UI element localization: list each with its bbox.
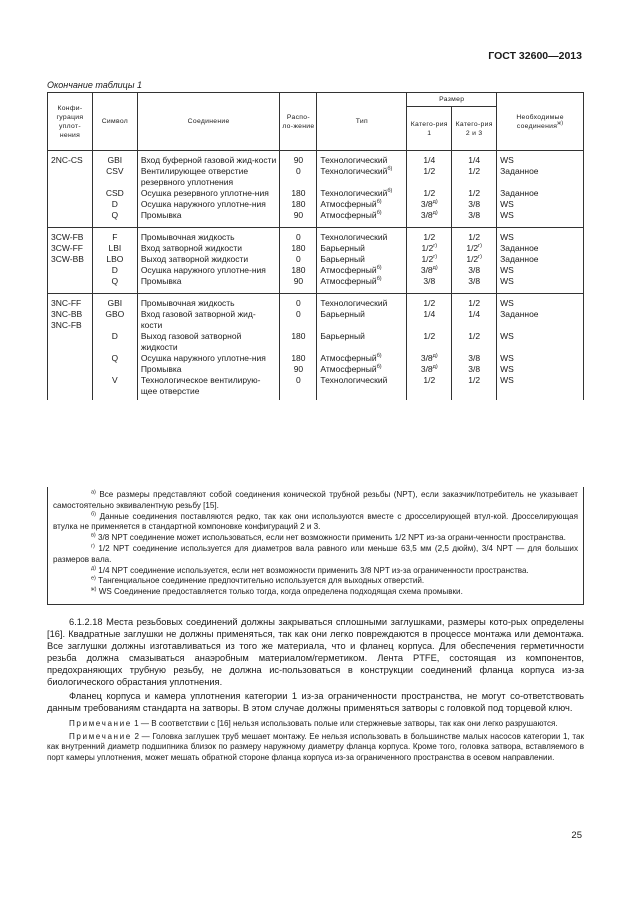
connection-cell: Выход газовой затворной жидкости — [137, 331, 280, 353]
required-cell: WS — [497, 228, 584, 244]
connection-cell: Осушка резервного уплотне-ния — [137, 188, 280, 199]
table-row — [48, 353, 584, 364]
cat23-cell: 3/8 — [452, 210, 497, 228]
cat1-cell: $1/2^{г)}$ — [407, 254, 452, 265]
cat23-cell: 1/2 — [452, 228, 497, 244]
type-cell: Технологический — [317, 228, 407, 244]
cat23-cell: 1/2 — [452, 188, 497, 199]
cat1-cell: 1/2 — [407, 188, 452, 199]
location-cell: 0 — [280, 309, 317, 331]
required-cell: Заданное — [497, 254, 584, 265]
connection-cell: Промывка — [137, 276, 280, 294]
cat23-cell: $1/2^{г)}$ — [452, 254, 497, 265]
cat1-cell: 1/2 — [407, 375, 452, 400]
symbol-cell: LBI — [92, 243, 137, 254]
footnote-e: $^{е)}$ Тангенциальное соединение предпочтительно используется для выходных отверстий. — [91, 575, 425, 586]
symbol-cell: D — [92, 199, 137, 210]
cat1-cell: 1/2 — [407, 166, 452, 188]
location-cell: 90 — [280, 210, 317, 228]
cat1-cell: $1/2^{г)}$ — [407, 243, 452, 254]
type-cell: Барьерный — [317, 254, 407, 265]
connection-cell: Промывочная жидкость — [137, 228, 280, 244]
cat1-cell: 1/2 — [407, 228, 452, 244]
symbol-cell: F — [92, 228, 137, 244]
cat1-cell: $3/8^{д)}$ — [407, 199, 452, 210]
location-cell: 0 — [280, 375, 317, 400]
header-symbol: Символ — [92, 93, 137, 151]
location-cell: 90 — [280, 364, 317, 375]
table-row — [48, 294, 584, 310]
connection-cell: Вход затворной жидкости — [137, 243, 280, 254]
cat23-cell: 1/2 — [452, 166, 497, 188]
connection-cell: Промывочная жидкость — [137, 294, 280, 310]
type-cell: Технологический$^{б)}$ — [317, 166, 407, 188]
type-cell: Атмосферный$^{б)}$ — [317, 199, 407, 210]
footnote-a: $^{а)}$ Все размеры представляют собой соединения конической трубной резьбы (NPT), если заказчик/потребитель не указывает самостоятельно эквивалентную резьбу [15]. — [53, 489, 579, 510]
table-row — [48, 276, 584, 294]
footnote-v: $^{в)}$ 3/8 NPT соединение может использоваться, если нет возможности применить 1/2 NPT из-за ограни-ченности пространства. — [91, 532, 566, 543]
location-cell: 180 — [280, 243, 317, 254]
location-cell: 90 — [280, 276, 317, 294]
table-row — [48, 254, 584, 265]
location-cell: 180 — [280, 265, 317, 276]
table-row — [48, 243, 584, 254]
table-row — [48, 199, 584, 210]
connections-table — [47, 92, 584, 400]
connection-cell: Осушка наружного уплотне-ния — [137, 265, 280, 276]
symbol-cell: LBO — [92, 254, 137, 265]
type-cell: Атмосферный$^{б)}$ — [317, 353, 407, 364]
location-cell: 180 — [280, 199, 317, 210]
location-cell: 0 — [280, 166, 317, 188]
cat23-cell: 1/2 — [452, 331, 497, 353]
connection-cell: Технологическое вентилирую-щее отверстие — [137, 375, 280, 400]
cat23-cell: 1/2 — [452, 375, 497, 400]
cat1-cell: $3/8^{д)}$ — [407, 353, 452, 364]
required-cell: WS — [497, 375, 584, 400]
symbol-cell: Q — [92, 276, 137, 294]
config-cell: 3NC-FF 3NC-BB 3NC-FB — [48, 294, 93, 401]
type-cell: Барьерный — [317, 309, 407, 331]
table-caption: Окончание таблицы 1 — [47, 80, 142, 90]
required-cell: WS — [497, 199, 584, 210]
header-category-2-3: Катего-рия 2 и 3 — [452, 107, 497, 151]
table-row — [48, 166, 584, 188]
symbol-cell: GBI — [92, 294, 137, 310]
required-cell: WS — [497, 294, 584, 310]
config-cell: 2NC-CS — [48, 151, 93, 228]
config-cell: 3CW-FB 3CW-FF 3CW-BB — [48, 228, 93, 294]
header-type: Тип — [317, 93, 407, 151]
type-cell: Барьерный — [317, 243, 407, 254]
note-2: Примечание 2 — Головка заглушек труб мешает монтажу. Ее нельзя использовать в большинстве малых насосов категории 1, так как внутренний диаметр подшипника близок по размеру наружному диаметру фланца корпуса. Кроме того, головка затвора, вставляемого в порт камеры уплотнения, может мешать обратной стороне фланца корпуса из-за ограниченного пространства в осевом направлении. — [47, 731, 585, 763]
symbol-cell: CSD — [92, 188, 137, 199]
header-category-1: Катего-рия 1 — [407, 107, 452, 151]
connection-cell: Вход газовой затворной жид-кости — [137, 309, 280, 331]
table-row — [48, 309, 584, 331]
table-row — [48, 265, 584, 276]
type-cell: Атмосферный$^{б)}$ — [317, 210, 407, 228]
symbol-cell: CSV — [92, 166, 137, 188]
type-cell: Технологический$^{б)}$ — [317, 188, 407, 199]
location-cell: 0 — [280, 254, 317, 265]
page-number: 25 — [571, 830, 582, 841]
symbol-cell — [92, 364, 137, 375]
header-config: Конфи-гурация уплот-нения — [48, 93, 93, 151]
location-cell: 180 — [280, 331, 317, 353]
required-cell: WS — [497, 331, 584, 353]
footnote-d: $^{д)}$ 1/4 NPT соединение используется, если нет возможности применить 3/8 NPT из-за ограниченности пространства. — [91, 564, 529, 575]
location-cell: 180 — [280, 188, 317, 199]
type-cell: Технологический — [317, 375, 407, 400]
header-size: Размер — [407, 93, 497, 107]
footnote-b: $^{б)}$ Данные соединения поставляются редко, так как они используются вместе с дросселирующей втул-кой. Дросселирующая втулка не применяется в стандартной компоновке конфигураций 2 и 3. — [53, 510, 579, 532]
header-connection: Соединение — [137, 93, 280, 151]
required-cell: WS — [497, 151, 584, 167]
table-row — [48, 228, 584, 244]
cat23-cell: 3/8 — [452, 265, 497, 276]
cat1-cell: 3/8 — [407, 276, 452, 294]
paragraph-flange: Фланец корпуса и камера уплотнения категории 1 из-за ограниченности пространства, не могут со-ответствовать данным требованиям стандарта на затворы. В этом случае должны применяться затворы с головкой под торцевой ключ. — [47, 690, 584, 713]
symbol-cell: D — [92, 265, 137, 276]
connection-cell: Осушка наружного уплотне-ния — [137, 353, 280, 364]
cat23-cell: 3/8 — [452, 199, 497, 210]
connection-cell: Промывка — [137, 210, 280, 228]
location-cell: 0 — [280, 294, 317, 310]
cat1-cell: $3/8^{д)}$ — [407, 210, 452, 228]
header-location: Распо-ло-жение — [280, 93, 317, 151]
type-cell: Технологический — [317, 151, 407, 167]
cat23-cell: 3/8 — [452, 353, 497, 364]
body-text — [47, 616, 584, 765]
paragraph-6-1-2-18: 6.1.2.18 Места резьбовых соединений должны закрываться сплошными заглушками, размеры кото-рых определены [16]. Квадратные заглушки не должны применяться, так как они легко повреждаются в процессе монтажа или демонтажа. Все заглушки должны изготавливаться из того же материала, что и фланец корпуса. Для обеспечения герметичности резьба должна смазываться анаэробным материалом/герметиком. Лента PTFE, состоящая из компонентов, предохраняющих трубную резьбу, не должна ис-пользоваться в конструкции соединений фланца корпуса из-за биологического обрастания уплотнения. — [47, 617, 584, 688]
required-cell: WS — [497, 276, 584, 294]
cat1-cell: 1/4 — [407, 309, 452, 331]
connection-cell: Осушка наружного уплотне-ния — [137, 199, 280, 210]
symbol-cell: V — [92, 375, 137, 400]
symbol-cell: D — [92, 331, 137, 353]
symbol-cell: Q — [92, 353, 137, 364]
table-row — [48, 331, 584, 353]
type-cell: Атмосферный$^{б)}$ — [317, 276, 407, 294]
required-cell: Заданное — [497, 166, 584, 188]
symbol-cell: GBI — [92, 151, 137, 167]
cat23-cell: 1/2 — [452, 294, 497, 310]
header-required: Необходимые соединения$^{ж)}$ — [497, 93, 584, 151]
cat1-cell: $3/8^{д)}$ — [407, 265, 452, 276]
location-cell: 90 — [280, 151, 317, 167]
cat1-cell: 1/2 — [407, 294, 452, 310]
connection-cell: Промывка — [137, 364, 280, 375]
connection-cell: Выход затворной жидкости — [137, 254, 280, 265]
table-row — [48, 364, 584, 375]
cat23-cell: 1/4 — [452, 151, 497, 167]
table-footnotes — [47, 487, 584, 605]
cat23-cell: 1/4 — [452, 309, 497, 331]
required-cell: WS — [497, 364, 584, 375]
cat1-cell: 1/2 — [407, 331, 452, 353]
required-cell: Заданное — [497, 309, 584, 331]
standard-header: ГОСТ 32600—2013 — [488, 50, 582, 62]
required-cell: Заданное — [497, 188, 584, 199]
type-cell: Атмосферный$^{б)}$ — [317, 364, 407, 375]
cat23-cell: 3/8 — [452, 364, 497, 375]
required-cell: WS — [497, 265, 584, 276]
table-row — [48, 210, 584, 228]
cat1-cell: $3/8^{д)}$ — [407, 364, 452, 375]
connection-cell: Вентилирующее отверстие резервного уплотнения — [137, 166, 280, 188]
footnote-zh: $^{ж)}$ WS Соединение предоставляется только тогда, когда определена подходящая схема промывки. — [91, 586, 463, 597]
location-cell: 0 — [280, 228, 317, 244]
type-cell: Атмосферный$^{б)}$ — [317, 265, 407, 276]
required-cell: WS — [497, 353, 584, 364]
symbol-cell: GBO — [92, 309, 137, 331]
required-cell: Заданное — [497, 243, 584, 254]
table-row — [48, 375, 584, 400]
type-cell: Технологический — [317, 294, 407, 310]
location-cell: 180 — [280, 353, 317, 364]
cat23-cell: $1/2^{г)}$ — [452, 243, 497, 254]
symbol-cell: Q — [92, 210, 137, 228]
type-cell: Барьерный — [317, 331, 407, 353]
footnote-g: $^{г)}$ 1/2 NPT соединение используется для диаметров вала равного или меньше 63,5 мм (2,5 дюйм), 3/4 NPT — для больших размеров вала. — [53, 543, 578, 564]
table-row — [48, 151, 584, 167]
cat23-cell: 3/8 — [452, 276, 497, 294]
table-row — [48, 188, 584, 199]
connection-cell: Вход буферной газовой жид-кости — [137, 151, 280, 167]
cat1-cell: 1/4 — [407, 151, 452, 167]
required-cell: WS — [497, 210, 584, 228]
note-1: Примечание 1 — В соответствии с [16] нельзя использовать полые или стержневые затворы, так как они легко разрушаются. — [69, 718, 558, 728]
